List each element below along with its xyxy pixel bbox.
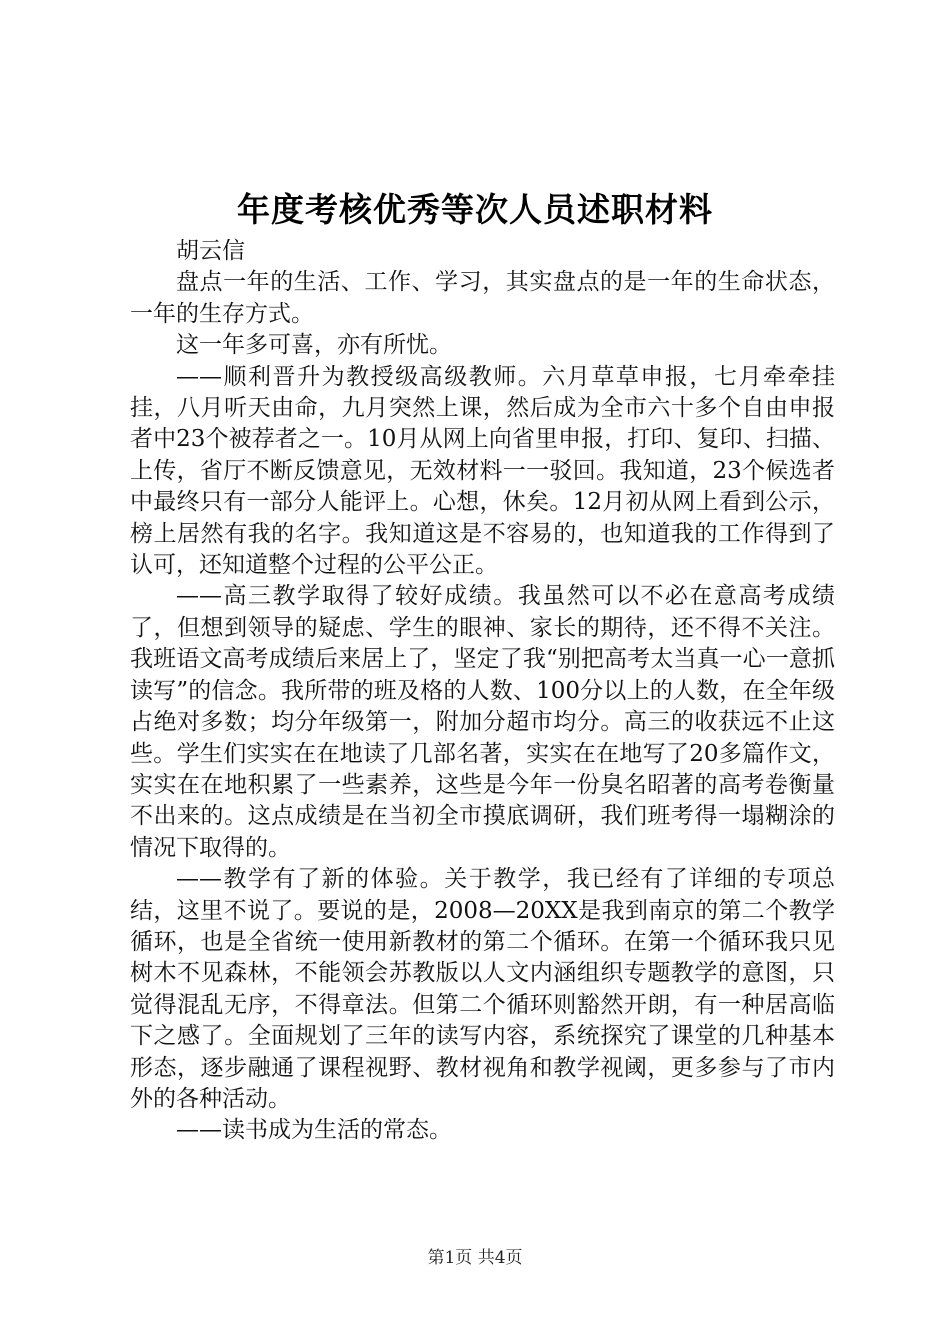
paragraph: 这一年多可喜，亦有所忧。 xyxy=(176,332,452,359)
paragraph: ——高三教学取得了较好成绩。我虽然可以不必在意高考成绩了，但想到领导的疑虑、学生的眼神、家长的期待，还不得不关注。我班语文高考成绩后来居上了，坚定了我“别把高考太当真一心一意抓读写”的信念。我所带的班及格的人数、100分以上的人数，在全年级占绝对多数；均分年级第一，附加分超市均分。高三的收获远不止这些。学生们实实在在地读了几部名著，实实在在地写了20多篇作文，实实在在地积累了一些素养，这些是今年一份臭名昭著的高考卷衡量不出来的。这点成绩是在当初全市摸底调研，我们班考得一塌糊涂的情况下取得的。 xyxy=(130,583,835,861)
page-footer: 第1页 共4页 xyxy=(427,1248,523,1268)
document-title: 年度考核优秀等次人员述职材料 xyxy=(237,190,713,229)
paragraph: 盘点一年的生活、工作、学习，其实盘点的是一年的生命状态，一年的生存方式。 xyxy=(130,269,835,327)
paragraph: ——顺利晋升为教授级高级教师。六月草草申报，七月牵牵挂挂，八月听天由命，九月突然上课，然后成为全市六十多个自由申报者中23个被荐者之一。10月从网上向省里申报，打印、复印、扫描、上传，省厅不断反馈意见，无效材料一一驳回。我知道，23个候选者中最终只有一部分人能评上。心想，休矣。12月初从网上看到公示，榜上居然有我的名字。我知道这是不容易的，也知道我的工作得到了认可，还知道整个过程的公平公正。 xyxy=(130,363,835,579)
paragraph: ——读书成为生活的常态。 xyxy=(176,1117,452,1144)
paragraph: ——教学有了新的体验。关于教学，我已经有了详细的专项总结，这里不说了。要说的是，2008—20XX是我到南京的第二个教学循环，也是全省统一使用新教材的第二个循环。在第一个循环我只见树木不见森林，不能领会苏教版以人文内涵组织专题教学的意图，只觉得混乱无序，不得章法。但第二个循环则豁然开朗，有一种居高临下之感了。全面规划了三年的读写内容，系统探究了课堂的几种基本形态，逐步融通了课程视野、教材视角和教学视阈，更多参与了市内外的各种活动。 xyxy=(130,866,835,1112)
document-body xyxy=(130,236,835,1147)
author-line: 胡云信 xyxy=(176,238,245,264)
